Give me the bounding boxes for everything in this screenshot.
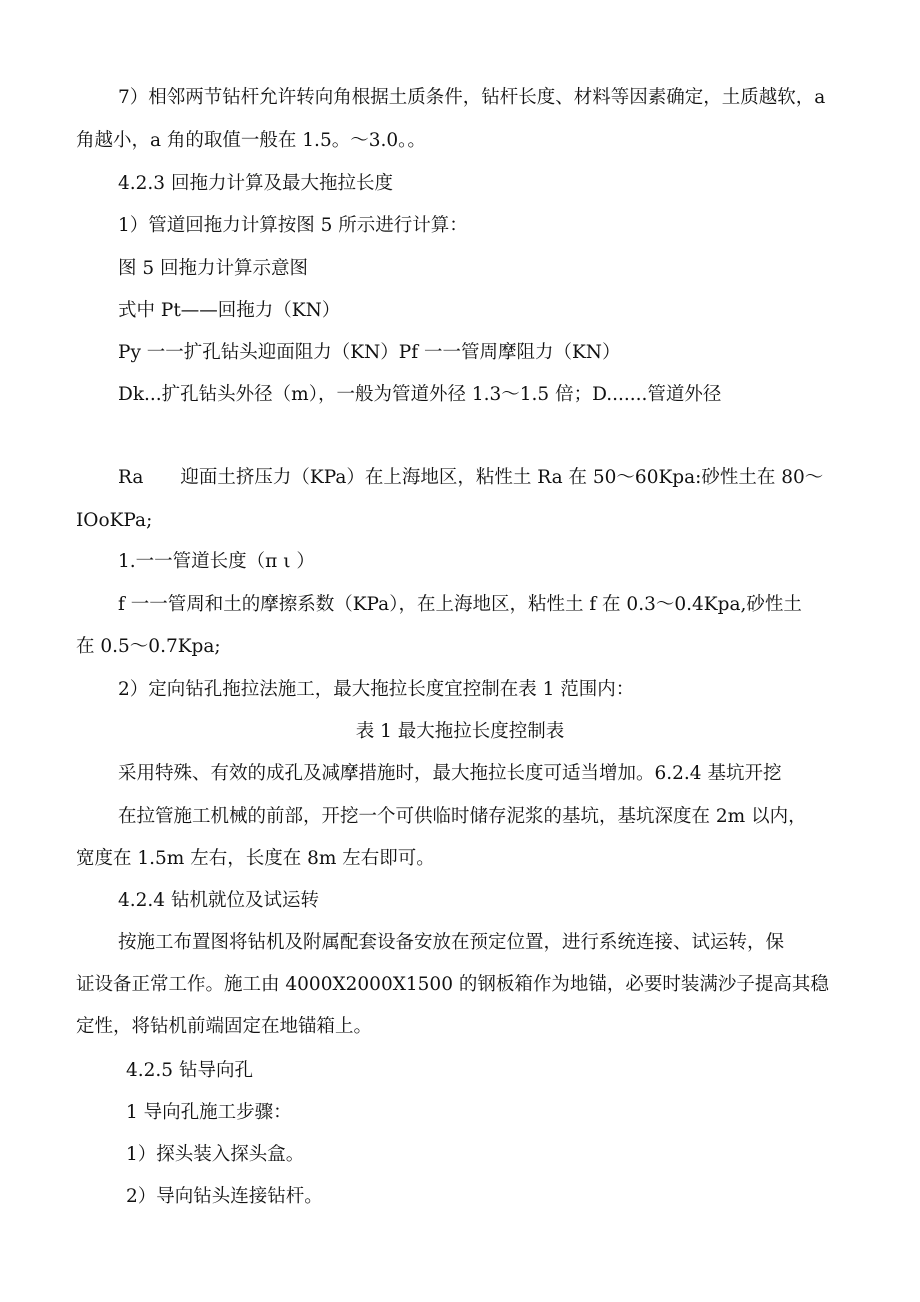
section-heading: 4.2.3 回拖力计算及最大拖拉长度 [118, 173, 393, 194]
paragraph-line: 在 0.5～0.7Kpa; [76, 636, 221, 657]
paragraph-line: 按施工布置图将钻机及附属配套设备安放在预定位置，进行系统连接、试运转，保 [118, 932, 785, 953]
paragraph-line: IOoKPa; [76, 510, 153, 531]
paragraph-line: 式中 Pt——回拖力（KN） [118, 300, 341, 321]
paragraph-line: Py 一一扩孔钻头迎面阻力（KN）Pf 一一管周摩阻力（KN） [118, 342, 621, 363]
paragraph-line: 1 导向孔施工步骤： [126, 1102, 292, 1123]
table-caption: 表 1 最大拖拉长度控制表 [355, 721, 565, 742]
paragraph-line: f 一一管周和土的摩擦系数（KPa），在上海地区，粘性土 f 在 0.3～0.4Kpa,砂性土 [118, 594, 802, 615]
paragraph-line: 2）定向钻孔拖拉法施工，最大拖拉长度宜控制在表 1 范围内： [118, 679, 635, 700]
figure-caption: 图 5 回拖力计算示意图 [118, 258, 309, 279]
paragraph-line: 宽度在 1.5m 左右，长度在 8m 左右即可。 [76, 848, 435, 869]
list-item: 2）导向钻头连接钻杆。 [126, 1186, 323, 1207]
paragraph-line: 7）相邻两节钻杆允许转向角根据土质条件，钻杆长度、材料等因素确定，土质越软，a [118, 87, 826, 108]
paragraph-line: Dk...扩孔钻头外径（m），一般为管道外径 1.3～1.5 倍；D.......管道外径 [118, 384, 722, 405]
paragraph-line: 1）管道回拖力计算按图 5 所示进行计算： [118, 215, 468, 236]
paragraph-line: 角越小，a 角的取值一般在 1.5。～3.0。。 [76, 130, 426, 151]
paragraph-line: 证设备正常工作。施工由 4000X2000X1500 的钢板箱作为地锚，必要时装满沙子提高其稳 [76, 974, 829, 995]
paragraph-line: 定性，将钻机前端固定在地锚箱上。 [76, 1016, 373, 1037]
list-item: 1）探头装入探头盒。 [126, 1144, 305, 1165]
paragraph-line: 在拉管施工机械的前部，开挖一个可供临时储存泥浆的基坑，基坑深度在 2m 以内， [118, 806, 807, 827]
section-heading: 4.2.4 钻机就位及试运转 [118, 890, 319, 911]
paragraph-line: 1.一一管道长度（π ι ） [118, 551, 315, 572]
paragraph-line: Ra 迎面土挤压力（KPa）在上海地区，粘性土 Ra 在 50～60Kpa:砂性土在 80～ [118, 467, 824, 488]
section-heading: 4.2.5 钻导向孔 [126, 1060, 253, 1081]
paragraph-line: 采用特殊、有效的成孔及减摩措施时，最大拖拉长度可适当增加。6.2.4 基坑开挖 [118, 763, 782, 784]
